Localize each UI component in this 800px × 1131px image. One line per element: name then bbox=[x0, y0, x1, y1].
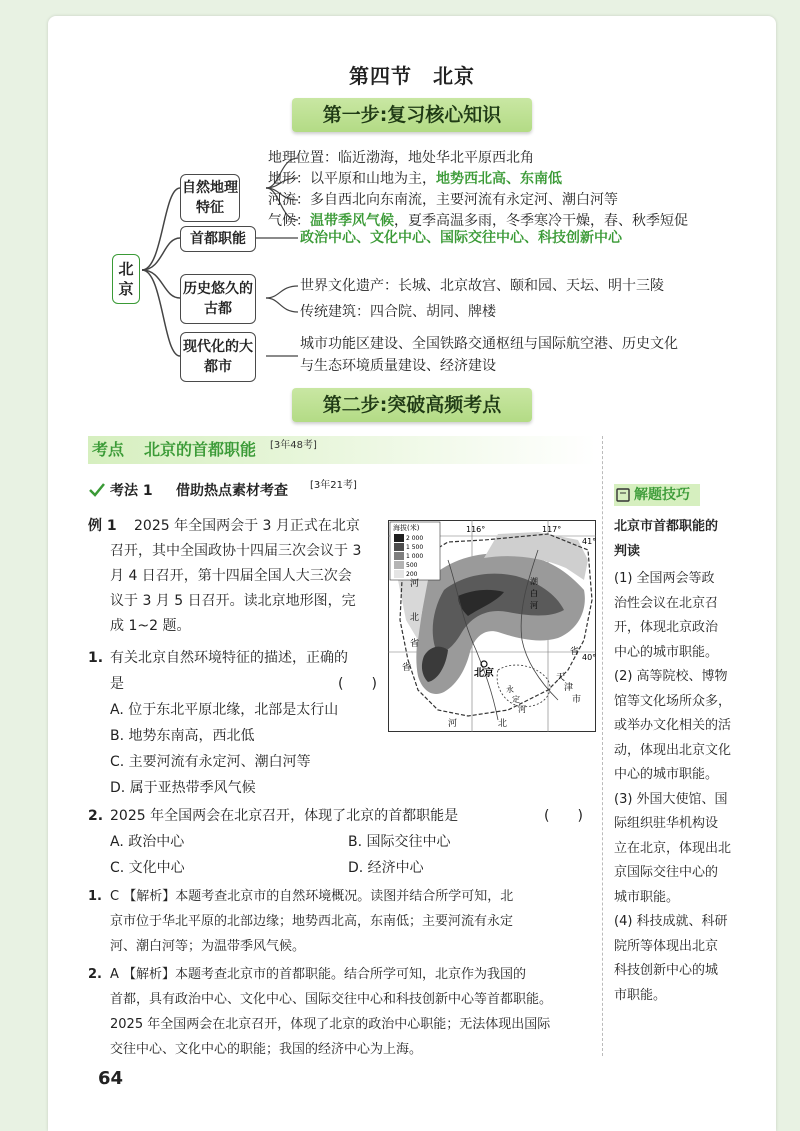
map-place-label: 省 bbox=[410, 639, 420, 649]
natural-location: 地理位置：临近渤海，地处华北平原西北角 bbox=[268, 150, 534, 166]
modern-line1: 城市功能区建设、全国铁路交通枢纽与国际航空港、历史文化 bbox=[300, 336, 678, 352]
history-architecture: 传统建筑：四合院、胡同、牌楼 bbox=[300, 304, 496, 320]
q1-stem: 有关北京自然环境特征的描述，正确的 bbox=[110, 650, 348, 666]
a2-line: 交往中心、文化中心的职能；我国的经济中心为上海。 bbox=[110, 1042, 423, 1057]
sidebar-line: 治性会议在北京召 bbox=[614, 595, 719, 611]
legend-label: 1 000 bbox=[406, 553, 424, 560]
example-label: 例 1 bbox=[88, 518, 117, 534]
map-place-label: 北 bbox=[498, 719, 508, 729]
sidebar-line: 或举办文化相关的活 bbox=[614, 718, 732, 733]
river-label: 潮 bbox=[530, 577, 538, 586]
longitude-label: 116° bbox=[466, 525, 486, 534]
legend-label: 500 bbox=[406, 562, 418, 569]
map-place-label: 北 bbox=[410, 613, 420, 623]
sidebar-line: 京国际交往中心的 bbox=[614, 865, 719, 880]
longitude-label: 117° bbox=[542, 525, 562, 534]
river-label: 河 bbox=[518, 705, 526, 714]
sidebar-line: 中心的城市职能。 bbox=[614, 767, 719, 782]
map-place-label: 河 bbox=[448, 719, 458, 729]
kaodian-tag: 考点 bbox=[92, 440, 125, 459]
step1-banner: 第一步:复习核心知识 bbox=[292, 98, 532, 132]
sidebar-line: 馆等文化场所众多， bbox=[614, 693, 732, 709]
sidebar-line: (1) 全国两会等政 bbox=[614, 571, 715, 586]
kaofa-label: 考法 1 bbox=[110, 483, 153, 499]
sidebar-line: 市职能。 bbox=[614, 987, 667, 1003]
q2-option: A. 政治中心 bbox=[110, 834, 185, 850]
q2-option: B. 国际交往中心 bbox=[348, 834, 451, 850]
sidebar-heading: 判读 bbox=[614, 544, 641, 559]
map-place-label: 河 bbox=[410, 579, 420, 589]
check-icon bbox=[88, 482, 106, 498]
sidebar-line: 科技创新中心的城 bbox=[614, 963, 719, 978]
map-place-label: 天 bbox=[556, 673, 566, 683]
history-heritage: 世界文化遗产：长城、北京故宫、颐和园、天坛、明十三陵 bbox=[300, 278, 664, 294]
latitude-label: 40° bbox=[582, 653, 596, 662]
natural-terrain: 地形：以平原和山地为主，地势西北高、东南低 bbox=[268, 171, 562, 187]
q1-option: A. 位于东北平原北缘，北部是太行山 bbox=[110, 702, 339, 718]
a1-line: C 【解析】本题考查北京市的自然环境概况。读图并结合所学可知，北 bbox=[110, 889, 514, 904]
mindmap-branch-natural: 自然地理特征 bbox=[180, 174, 240, 222]
kaofa-sup: [3年21考] bbox=[310, 480, 357, 491]
river-label: 永 bbox=[506, 685, 514, 694]
q1-number: 1. bbox=[88, 650, 104, 666]
river-label: 白 bbox=[530, 589, 538, 598]
mindmap-branch-modern: 现代化的大都市 bbox=[180, 332, 256, 382]
page bbox=[48, 16, 776, 1131]
capital-functions: 政治中心、文化中心、国际交往中心、科技创新中心 bbox=[300, 230, 622, 246]
map-place-label: 津 bbox=[564, 683, 574, 693]
sidebar-line: 城市职能。 bbox=[614, 889, 680, 905]
column-divider bbox=[602, 436, 603, 1056]
q1-option: B. 地势东南高，西北低 bbox=[110, 728, 255, 744]
example-line: 召开，其中全国政协十四届三次会议于 3 bbox=[110, 543, 362, 559]
example-line: 成 1~2 题。 bbox=[110, 618, 191, 634]
legend-label: 200 bbox=[406, 571, 418, 578]
sidebar-line: 动，体现出北京文化 bbox=[614, 742, 732, 758]
q2-answer-paren: ( ) bbox=[544, 808, 583, 824]
mindmap-root: 北京 bbox=[112, 254, 140, 304]
sidebar-line: (4) 科技成就、科研 bbox=[614, 914, 728, 929]
map-place-label: 省 bbox=[402, 663, 412, 673]
sidebar-line: 开，体现北京政治 bbox=[614, 620, 719, 635]
river-label: 定 bbox=[512, 695, 520, 704]
a2-number: 2. bbox=[88, 967, 102, 982]
a1-line: 河、潮白河等；为温带季风气候。 bbox=[110, 939, 306, 954]
page-title: 第四节 北京 bbox=[349, 64, 475, 88]
sidebar-heading: 北京市首都职能的 bbox=[614, 519, 719, 534]
q1-option: C. 主要河流有永定河、潮白河等 bbox=[110, 754, 311, 770]
beijing-terrain-map bbox=[388, 520, 596, 732]
a1-line: 京市位于华北平原的北部边缘；地势西北高，东南低；主要河流有永定 bbox=[110, 914, 514, 929]
legend-label: 2 000 bbox=[406, 535, 424, 542]
river-label: 河 bbox=[530, 601, 538, 610]
example-line: 议于 3 月 5 日召开。读北京地形图，完 bbox=[110, 593, 356, 609]
a1-number: 1. bbox=[88, 889, 102, 904]
example-line: 2025 年全国两会于 3 月正式在北京 bbox=[134, 518, 360, 534]
sidebar-line: (3) 外国大使馆、国 bbox=[614, 791, 728, 807]
sidebar-line: 立在北京，体现出北 bbox=[614, 840, 732, 856]
legend-label: 1 500 bbox=[406, 544, 424, 551]
mindmap-branch-capital: 首都职能 bbox=[180, 226, 256, 252]
sidebar-title: 解题技巧 bbox=[634, 487, 690, 503]
natural-climate: 气候：温带季风气候，夏季高温多雨，冬季寒冷干燥，春、秋季短促 bbox=[268, 213, 688, 229]
q2-number: 2. bbox=[88, 808, 104, 824]
modern-line2: 与生态环境质量建设、经济建设 bbox=[300, 358, 496, 374]
q2-option: D. 经济中心 bbox=[348, 860, 424, 876]
sidebar-line: 中心的城市职能。 bbox=[614, 644, 719, 660]
q2-option: C. 文化中心 bbox=[110, 860, 185, 876]
map-place-label: 市 bbox=[572, 695, 582, 705]
city-label: 北京 bbox=[474, 668, 494, 679]
step2-banner: 第二步:突破高频考点 bbox=[292, 388, 532, 422]
q1-option: D. 属于亚热带季风气候 bbox=[110, 780, 256, 796]
q1-answer-paren: ( ) bbox=[338, 676, 377, 692]
kaodian-sup: [3年48考] bbox=[270, 440, 317, 451]
q1-stem: 是 bbox=[110, 676, 124, 692]
kaofa-title: 借助热点素材考查 bbox=[176, 483, 288, 499]
sidebar-line: 际组织驻华机构设 bbox=[614, 816, 719, 831]
sidebar-line: (2) 高等院校、博物 bbox=[614, 669, 728, 684]
legend-title: 海拔(米) bbox=[393, 524, 420, 532]
a2-line: 2025 年全国两会在北京召开，体现了北京的政治中心职能；无法体现出国际 bbox=[110, 1017, 551, 1032]
mindmap-branch-history: 历史悠久的古都 bbox=[180, 274, 256, 324]
q2-stem: 2025 年全国两会在北京召开，体现了北京的首都职能是 bbox=[110, 808, 459, 824]
latitude-label: 41° bbox=[582, 537, 596, 546]
sidebar-line: 院所等体现出北京 bbox=[614, 938, 719, 954]
map-place-label: 省 bbox=[570, 647, 580, 657]
example-line: 月 4 日召开，第十四届全国人大三次会 bbox=[110, 568, 352, 584]
a2-line: 首都，具有政治中心、文化中心、国际交往中心和科技创新中心等首都职能。 bbox=[110, 992, 553, 1007]
a2-line: A 【解析】本题考查北京市的首都职能。结合所学可知，北京作为我国的 bbox=[110, 967, 527, 982]
kaodian-title: 北京的首都职能 bbox=[144, 440, 257, 459]
page-number: 64 bbox=[98, 1068, 124, 1089]
natural-rivers: 河流：多自西北向东南流，主要河流有永定河、潮白河等 bbox=[268, 192, 618, 208]
book-icon bbox=[616, 488, 630, 502]
